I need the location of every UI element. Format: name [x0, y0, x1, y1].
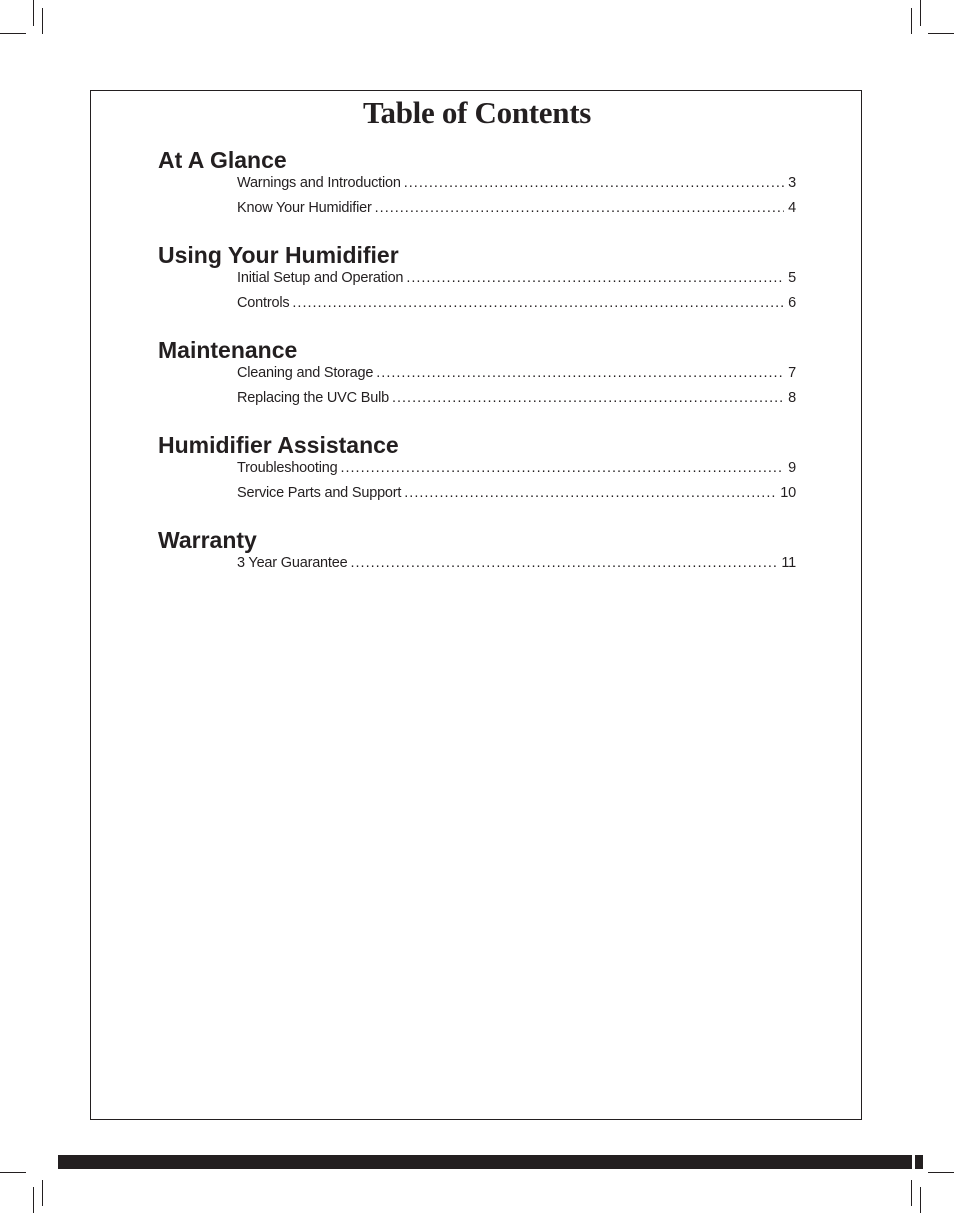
- crop-mark: [0, 33, 26, 34]
- crop-mark: [928, 1172, 954, 1173]
- section-heading: Maintenance: [158, 337, 298, 363]
- toc-section: [158, 336, 796, 414]
- toc-entry[interactable]: [237, 364, 796, 389]
- section-heading: Using Your Humidifier: [158, 242, 399, 268]
- entry-page-number: 7: [788, 365, 796, 381]
- entry-title: Initial Setup and Operation: [237, 270, 404, 286]
- section-heading: Humidifier Assistance: [158, 432, 399, 458]
- footer-tab: [915, 1155, 923, 1169]
- toc-section: [158, 241, 796, 319]
- dot-leader: [406, 269, 784, 287]
- entry-title: Replacing the UVC Bulb: [237, 390, 389, 406]
- toc-entry[interactable]: [237, 174, 796, 199]
- dot-leader: [404, 484, 776, 502]
- entry-title: Warnings and Introduction: [237, 175, 401, 191]
- table-of-contents: [158, 146, 796, 596]
- entry-page-number: 3: [788, 175, 796, 191]
- dot-leader: [350, 554, 777, 572]
- crop-mark: [920, 0, 921, 26]
- toc-entry[interactable]: [237, 269, 796, 294]
- crop-mark: [42, 8, 43, 34]
- toc-entry[interactable]: [237, 484, 796, 509]
- dot-leader: [340, 459, 784, 477]
- page-title: Table of Contents: [362, 95, 591, 130]
- entry-page-number: 9: [788, 460, 796, 476]
- crop-mark: [0, 1172, 26, 1173]
- entry-page-number: 6: [788, 295, 796, 311]
- dot-leader: [292, 294, 784, 312]
- crop-mark: [33, 1187, 34, 1213]
- crop-mark: [911, 1180, 912, 1206]
- entry-title: Controls: [237, 295, 290, 311]
- dot-leader: [404, 174, 784, 192]
- toc-entry[interactable]: [237, 389, 796, 414]
- entry-page-number: 10: [780, 485, 796, 501]
- toc-section: [158, 146, 796, 224]
- entry-page-number: 5: [788, 270, 796, 286]
- crop-mark: [920, 1187, 921, 1213]
- crop-mark: [33, 0, 34, 26]
- section-heading: Warranty: [158, 527, 257, 553]
- dot-leader: [375, 199, 784, 217]
- entry-title: Troubleshooting: [237, 460, 338, 476]
- entry-page-number: 11: [781, 555, 796, 571]
- entry-title: Know Your Humidifier: [237, 200, 372, 216]
- toc-entry[interactable]: [237, 459, 796, 484]
- entry-title: Cleaning and Storage: [237, 365, 374, 381]
- toc-entry[interactable]: [237, 294, 796, 319]
- entry-page-number: 8: [788, 390, 796, 406]
- toc-entry[interactable]: [237, 554, 796, 579]
- crop-mark: [42, 1180, 43, 1206]
- entry-title: Service Parts and Support: [237, 485, 402, 501]
- toc-entry[interactable]: [237, 199, 796, 224]
- dot-leader: [392, 389, 784, 407]
- dot-leader: [376, 364, 784, 382]
- section-heading: At A Glance: [158, 147, 287, 173]
- entry-page-number: 4: [788, 200, 796, 216]
- footer-bar: [58, 1155, 912, 1169]
- toc-section: [158, 526, 796, 579]
- entry-title: 3 Year Guarantee: [237, 555, 348, 571]
- toc-section: [158, 431, 796, 509]
- crop-mark: [928, 33, 954, 34]
- crop-mark: [911, 8, 912, 34]
